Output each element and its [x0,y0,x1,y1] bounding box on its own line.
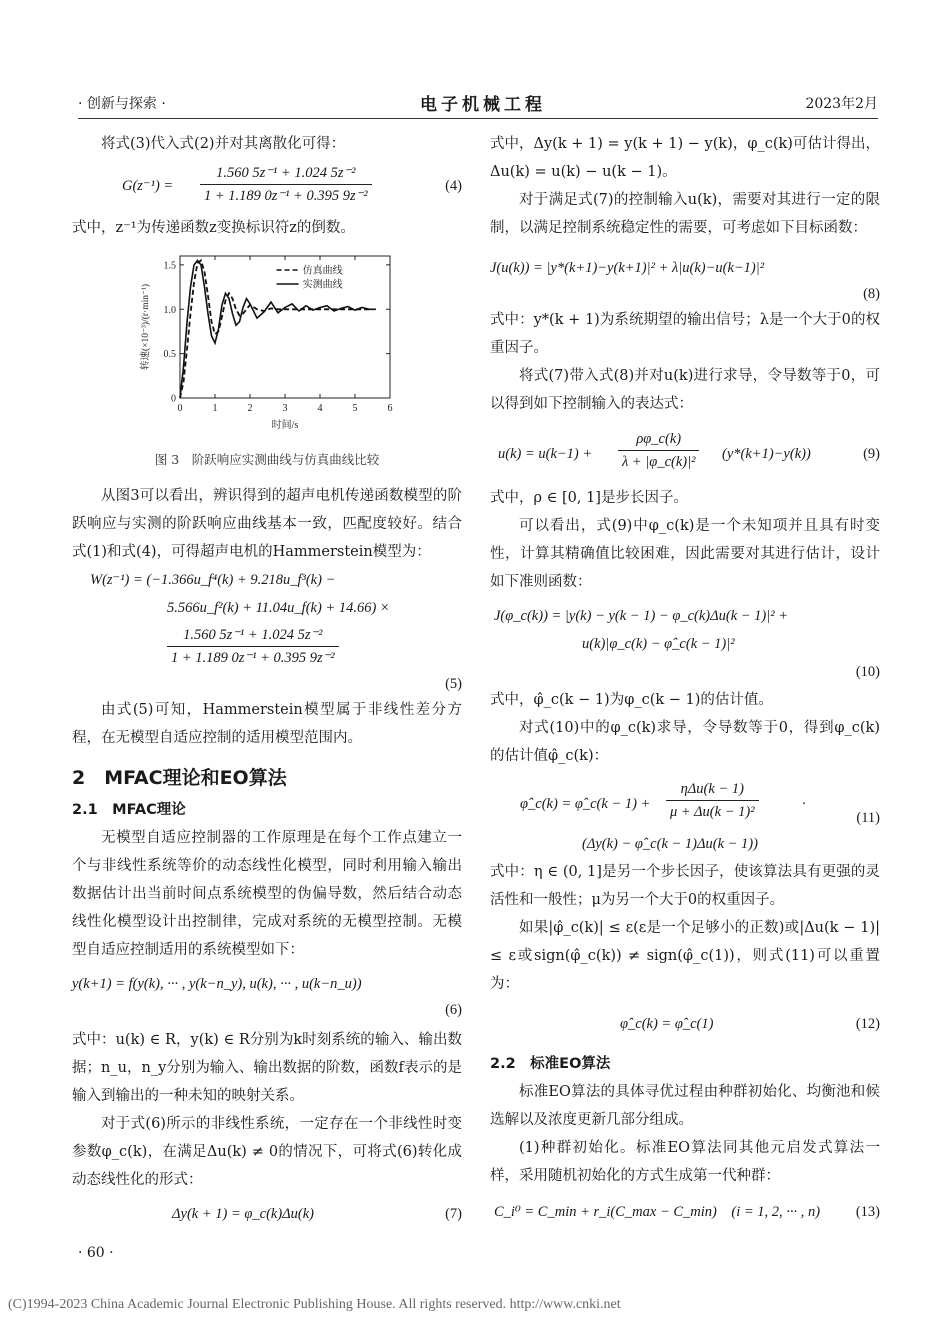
paragraph: (1)种群初始化。标准EO算法同其他元启发式算法一样，采用随机初始化的方式生成第一代种群： [490,1140,880,1184]
simulated-curve-line [180,260,373,398]
equation-10: J(φ_c(k)) = |y(k) − y(k − 1) − φ_c(k)Δu(k − 1)|² + u(k)|φ_c(k) − φ̂_c(k − 1)|² (10) [490,602,880,686]
paragraph: 对于式(6)所示的非线性系统，一定存在一个非线性时变参数φ_c(k)，在满足Δu(k) ≠ 0的情况下，可将式(6)转化成动态线性化的形式： [72,1116,462,1188]
figure-3 [72,242,462,442]
paragraph: 式中，Δy(k + 1) = y(k + 1) − y(k)，φ_c(k)可估计得出，Δu(k) = u(k) − u(k − 1)。 [490,136,880,180]
equation-4: G(z⁻¹) = $\frac{\text{1.560 5z⁻¹ + 1.024 5z⁻²}}{\text{1 + 1.189 0z⁻¹ + 0.395 9z⁻²}}$ (4) [72,158,462,214]
paragraph: 对于满足式(7)的控制输入u(k)，需要对其进行一定的限制，以满足控制系统稳定性的需要，可考虑如下目标函数： [490,192,880,236]
legend-label: 实测曲线 [302,279,343,291]
header-section: · 创新与探索 · [78,96,166,112]
equation-number: (6) [445,1002,462,1018]
paragraph: 可以看出，式(9)中φ_c(k)是一个未知项并且具有时变性，计算其精确值比较困难，因此需要对其进行估计，设计如下准则函数： [490,518,880,590]
equation-number: (7) [445,1206,462,1222]
y-tick-label: 0 [171,393,176,405]
equation-5: W(z⁻¹) = (−1.366u_f⁴(k) + 9.218u_f³(k) − 5.566u_f²(k) + 11.04u_f(k) + 14.66) × $\frac{\text{1.560 5z⁻¹ + 1.024 5z⁻²}}{\text{1 + 1.189 0z⁻¹ + 0.395 9z⁻²}}$ (5) [72,566,462,696]
section-heading: 2 MFAC理论和EO算法 [72,767,287,789]
subsection-heading: 2.2 标准EO算法 [490,1056,611,1072]
equation-12: φ̂_c(k) = φ̂_c(1) (12) [490,1006,880,1046]
equation-number: (11) [856,810,880,826]
paragraph: 标准EO算法的具体寻优过程由种群初始化、均衡池和候选解以及浓度更新几部分组成。 [490,1084,880,1128]
paragraph: 从图3可以看出，辨识得到的超声电机传递函数模型的阶跃响应与实测的阶跃响应曲线基本一致，匹配度较好。结合式(1)和式(4)，可得超声电机的Hammerstein模型为： [72,488,462,560]
y-axis-label: 转速(×10⁻³)/(r·min⁻¹) [141,284,151,370]
paragraph: 式中：η ∈ (0, 1]是另一个步长因子，使该算法具有更强的灵活性和一般性；μ为另一个大于0的权重因子。 [490,864,880,908]
x-tick-label: 4 [317,403,323,414]
step-response-chart [72,242,462,442]
equation-number: (8) [863,286,880,302]
x-axis-label: 时间/s [271,420,299,431]
equation-13: C_i⁰ = C_min + r_i(C_max − C_min) (i = 1, 2, ··· , n) (13) [490,1198,880,1226]
left-column [72,130,462,1228]
equation-number: (13) [855,1204,880,1220]
paragraph: 无模型自适应控制器的工作原理是在每个工作点建立一个与非线性系统等价的动态线性化模型，同时利用输入输出数据估计出当前时间点系统模型的伪偏导数，然后结合动态线性化模型设计出控制律，完成对系统的无模型控制。无模型自适应控制适用的系统模型如下： [72,830,462,958]
paragraph: 将式(7)带入式(8)并对u(k)进行求导，令导数等于0，可以得到如下控制输入的表达式： [490,368,880,412]
measured-curve-line [180,260,376,398]
equation-number: (4) [445,178,462,194]
y-tick-label: 1.5 [163,260,176,272]
journal-title: 电子机械工程 [420,95,546,115]
paragraph: 对式(10)中的φ_c(k)求导，令导数等于0，得到φ_c(k)的估计值φ̂_c(k)： [490,720,880,764]
paragraph: 由式(5)可知，Hammerstein模型属于非线性差分方程，在无模型自适应控制的适用模型范围内。 [72,702,462,746]
x-tick-label: 2 [247,403,253,414]
subsection-heading: 2.1 MFAC理论 [72,802,186,818]
equation-7: Δy(k + 1) = φ_c(k)Δu(k) (7) [72,1200,462,1228]
y-tick-label: 0.5 [163,349,176,361]
copyright-footer: (C)1994-2023 China Academic Journal Electronic Publishing House. All rights reserved. http://www.cnki.net [8,1297,621,1312]
equation-8: J(u(k)) = |y*(k+1)−y(k+1)|² + λ|u(k)−u(k−1)|² (8) [490,250,880,306]
equation-6: y(k+1) = f(y(k), ··· , y(k−n_y), u(k), ··· , u(k−n_u)) (6) [72,970,462,1026]
paragraph: 式中，φ̂_c(k − 1)为φ_c(k − 1)的估计值。 [490,692,773,708]
header-date: 2023年2月 [805,96,878,112]
y-tick-label: 1.0 [163,304,176,316]
paragraph: 式中，z⁻¹为传递函数z变换标识符z的倒数。 [72,220,355,236]
figure-caption: 图 3 阶跃响应实测曲线与仿真曲线比较 [154,452,380,467]
x-tick-label: 5 [352,403,358,414]
paragraph: 式中：u(k) ∈ R，y(k) ∈ R分别为k时刻系统的输入、输出数据；n_u，n_y分别为输入、输出数据的阶数，函数f表示的是输入到输出的一种未知的映射关系。 [72,1032,462,1104]
x-tick-label: 1 [212,403,218,414]
x-tick-label: 6 [387,403,393,414]
x-tick-label: 3 [282,403,288,414]
paragraph: 式中，ρ ∈ [0, 1]是步长因子。 [490,490,688,506]
paragraph: 式中：y*(k + 1)为系统期望的输出信号；λ是一个大于0的权重因子。 [490,312,880,356]
equation-number: (12) [855,1016,880,1032]
page-number: · 60 · [78,1245,114,1261]
plot-frame [180,256,390,398]
equation-number: (9) [863,446,880,462]
paragraph: 将式(3)代入式(2)并对其离散化可得： [101,136,346,152]
right-column [490,130,880,1226]
paragraph: 如果|φ̂_c(k)| ≤ ε(ε是一个足够小的正数)或|Δu(k − 1)| ≤ ε或sign(φ̂_c(k)) ≠ sign(φ̂_c(1))，则式(11)可以重置为： [490,920,880,992]
equation-11: φ̂_c(k) = φ̂_c(k − 1) + ηΔu(k − 1) μ + Δu(k − 1)² · (Δy(k) − φ̂_c(k − 1)Δu(k − 1)) (11) [490,774,880,858]
x-tick-label: 0 [177,403,183,414]
equation-9: u(k) = u(k−1) + $\frac{\rho\varphi\_c(k)}{\text{λ + |φ\_c(k)|²}}$ (y*(k+1)−y(k)) (9) [490,424,880,484]
equation-number: (10) [855,664,880,680]
equation-number: (5) [445,676,462,692]
legend-label: 仿真曲线 [302,265,343,277]
header-rule [78,118,878,119]
